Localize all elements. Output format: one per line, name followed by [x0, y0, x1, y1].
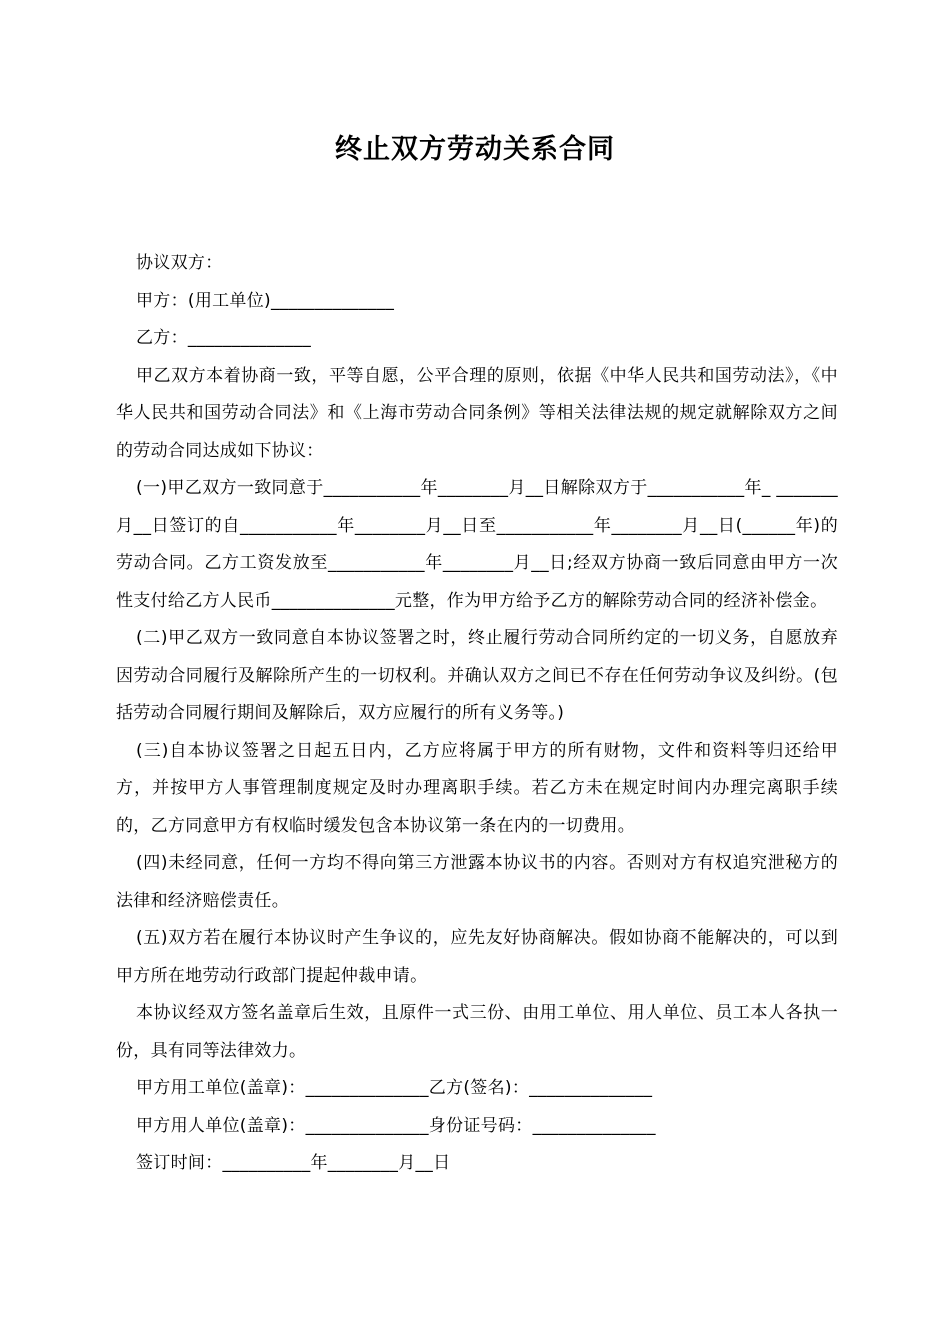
preamble-paragraph: 甲乙双方本着协商一致，平等自愿，公平合理的原则，依据《中华人民共和国劳动法》，《中华人民共和国劳动合同法》和《上海市劳动合同条例》等相关法律法规的规定就解除双方之间的劳动合同达成如下协议：	[116, 365, 838, 461]
signing-date-line: 签订时间：__________年________月__日	[136, 1153, 451, 1173]
clause-3-paragraph: (三)自本协议签署之日起五日内，乙方应将属于甲方的所有财物，文件和资料等归还给甲方，并按甲方人事管理制度规定及时办理离职手续。若乙方未在规定时间内办理完离职手续的，乙方同意甲方有权临时缓发包含本协议第一条在内的一切费用。	[116, 740, 838, 836]
clause-2-paragraph: (二)甲乙双方一致同意自本协议签署之时，终止履行劳动合同所约定的一切义务，自愿放弃因劳动合同履行及解除所产生的一切权利。并确认双方之间已不存在任何劳动争议及纠纷。(包括劳动合同履行期间及解除后，双方应履行的所有义务等。)	[116, 628, 838, 723]
signature-line-1: 甲方用工单位(盖章)：______________乙方(签名)：______________	[136, 1078, 653, 1098]
party-b-line: 乙方：______________	[136, 328, 312, 348]
party-a-line: 甲方：(用工单位)______________	[136, 290, 395, 311]
document-title: 终止双方劳动关系合同	[335, 134, 615, 165]
effect-paragraph: 本协议经双方签名盖章后生效，且原件一式三份、由用工单位、用人单位、员工本人各执一份，具有同等法律效力。	[116, 1003, 838, 1061]
parties-label: 协议双方：	[136, 253, 223, 273]
clause-1-paragraph: (一)甲乙双方一致同意于___________年________月__日解除双方于___________年_ _______月__日签订的自___________年________月__日至___________年________月__日(______年)的劳动合同。乙方工资发放至___________年________月__日;经双方协商一致后同意由甲方一次性支付给乙方人民币______________元整，作为甲方给予乙方的解除劳动合同的经济补偿金。	[116, 478, 838, 611]
document-body	[116, 245, 838, 1183]
clause-5-paragraph: (五)双方若在履行本协议时产生争议的，应先友好协商解决。假如协商不能解决的，可以到甲方所在地劳动行政部门提起仲裁申请。	[116, 928, 838, 986]
signature-line-2: 甲方用人单位(盖章)：______________身份证号码：______________	[136, 1115, 656, 1136]
clause-4-paragraph: (四)未经同意，任何一方均不得向第三方泄露本协议书的内容。否则对方有权追究泄秘方的法律和经济赔偿责任。	[116, 853, 838, 911]
